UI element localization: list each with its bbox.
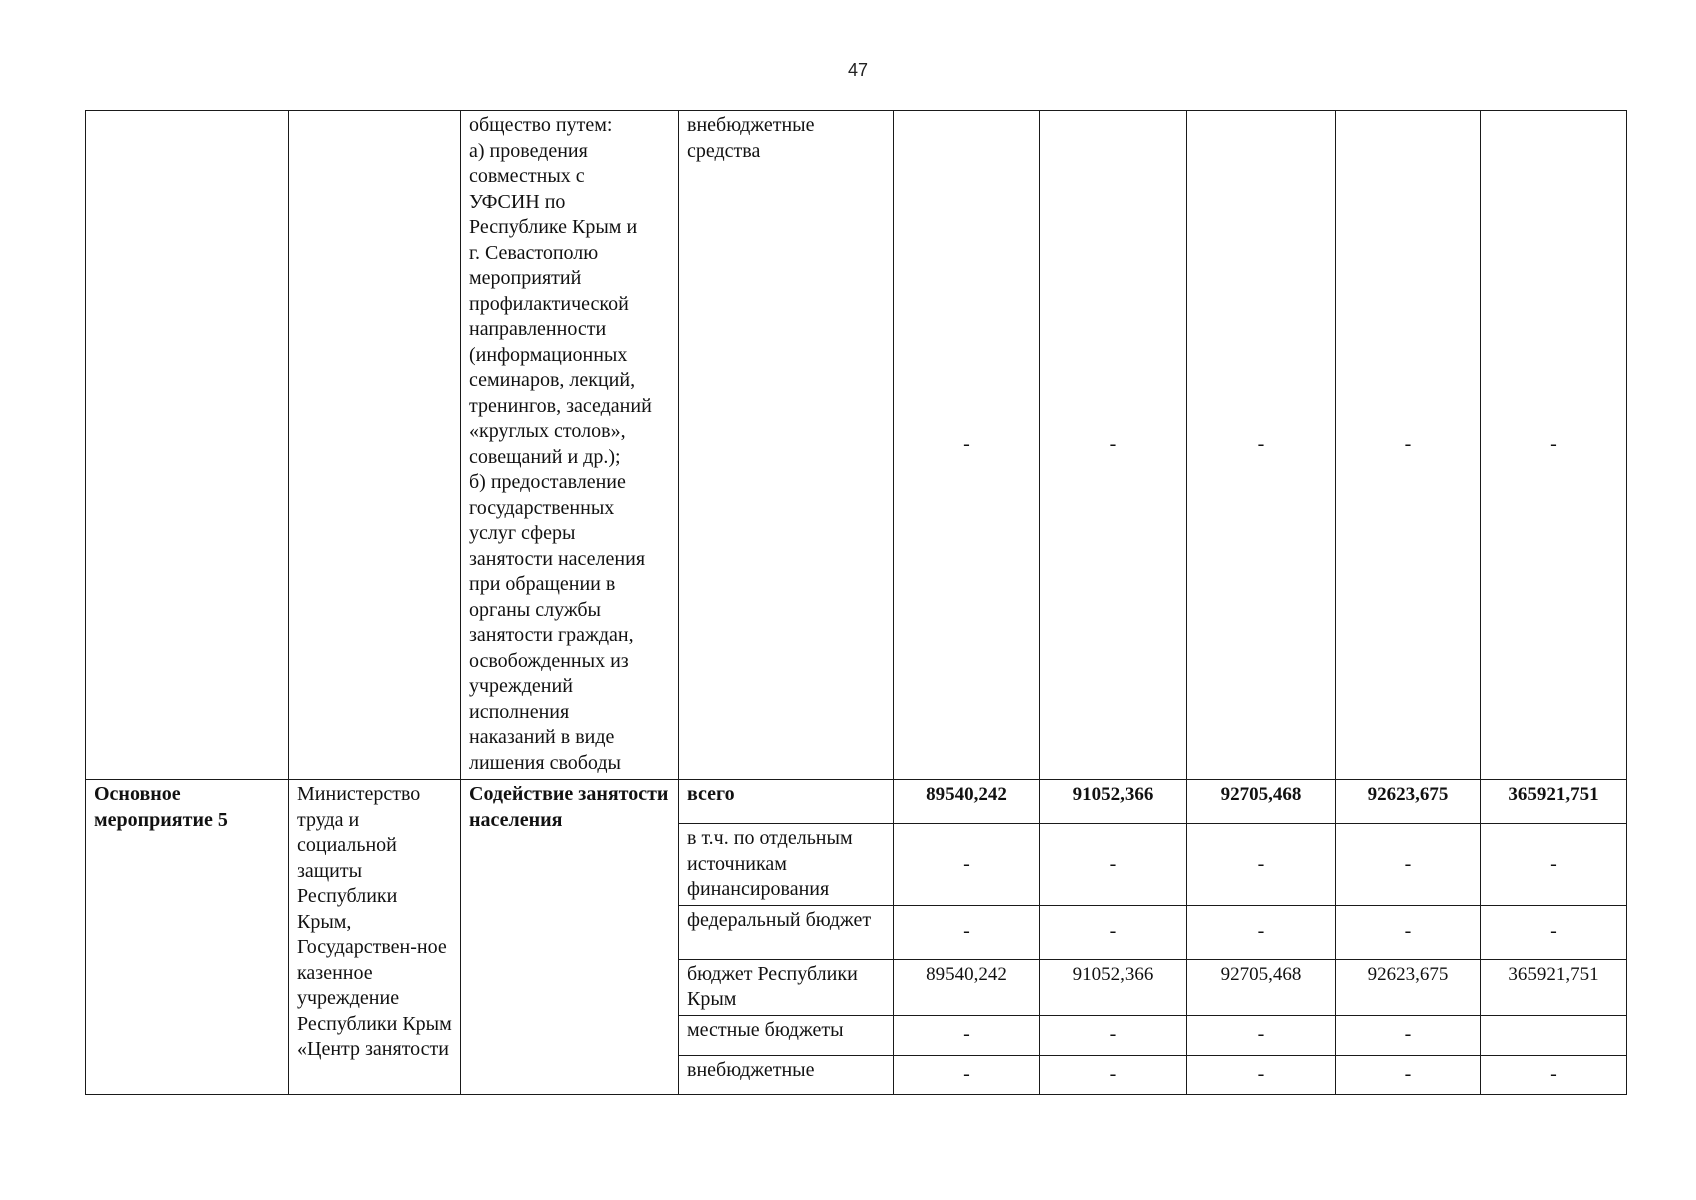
measure-5-total-row — [86, 780, 1627, 824]
value-year-4: - — [1336, 824, 1481, 906]
value-total: - — [1481, 824, 1627, 906]
measure-5-label: Основное мероприятие 5 — [86, 780, 289, 1095]
value-year-3: - — [1187, 1055, 1336, 1094]
measure-description: общество путем: а) проведения совместных с УФСИН по Республике Крым и г. Севастополю мероприятий профилактической направленности (информационных семинаров, лекций, тренингов, заседаний «круглых столов», совещаний и др.); б) предоставление государственных услуг сферы занятости населения при обращении в органы службы занятости граждан, освобожденных из учреждений исполнения наказаний в виде лишения свободы — [461, 111, 679, 780]
value-total — [1481, 1015, 1627, 1055]
value-total: - — [1481, 1055, 1627, 1094]
source-label: федеральный бюджет — [679, 905, 894, 959]
source-label: бюджет Республики Крым — [679, 959, 894, 1015]
value-year-4: 92623,675 — [1336, 959, 1481, 1015]
value-total: - — [1481, 905, 1627, 959]
measure-5-executor: Министерство труда и социальной защиты Республики Крым, Государствен-ное казенное учреждение Республики Крым «Центр занятости — [289, 780, 461, 1095]
value-year-1: 89540,242 — [894, 780, 1040, 824]
value-year-4: - — [1336, 1015, 1481, 1055]
source-label: местные бюджеты — [679, 1015, 894, 1055]
continuation-row — [86, 111, 1627, 780]
value-year-1: - — [894, 905, 1040, 959]
value-total: 365921,751 — [1481, 780, 1627, 824]
value-year-1: - — [894, 1055, 1040, 1094]
measure-5-name: Содействие занятости населения — [461, 780, 679, 1095]
executor-cell — [289, 111, 461, 780]
page-number: 47 — [847, 60, 869, 80]
value-year-2: - — [1040, 111, 1187, 780]
value-year-3: 92705,468 — [1187, 959, 1336, 1015]
financing-source: внебюджетные средства — [679, 111, 894, 780]
value-year-3: - — [1187, 824, 1336, 906]
value-year-2: - — [1040, 824, 1187, 906]
value-year-2: - — [1040, 905, 1187, 959]
value-year-3: 92705,468 — [1187, 780, 1336, 824]
source-label: всего — [679, 780, 894, 824]
value-year-4: - — [1336, 905, 1481, 959]
measure-label-cell — [86, 111, 289, 780]
source-label: внебюджетные — [679, 1055, 894, 1094]
value-year-1: - — [894, 824, 1040, 906]
value-year-4: - — [1336, 1055, 1481, 1094]
value-total: - — [1481, 111, 1627, 780]
value-year-1: - — [894, 111, 1040, 780]
value-year-1: - — [894, 1015, 1040, 1055]
value-year-3: - — [1187, 111, 1336, 780]
value-year-3: - — [1187, 905, 1336, 959]
value-year-2: - — [1040, 1015, 1187, 1055]
value-year-1: 89540,242 — [894, 959, 1040, 1015]
value-total: 365921,751 — [1481, 959, 1627, 1015]
value-year-3: - — [1187, 1015, 1336, 1055]
value-year-2: - — [1040, 1055, 1187, 1094]
value-year-4: 92623,675 — [1336, 780, 1481, 824]
source-label: в т.ч. по отдельным источникам финансирования — [679, 824, 894, 906]
budget-table — [85, 110, 1627, 1095]
value-year-4: - — [1336, 111, 1481, 780]
value-year-2: 91052,366 — [1040, 959, 1187, 1015]
value-year-2: 91052,366 — [1040, 780, 1187, 824]
